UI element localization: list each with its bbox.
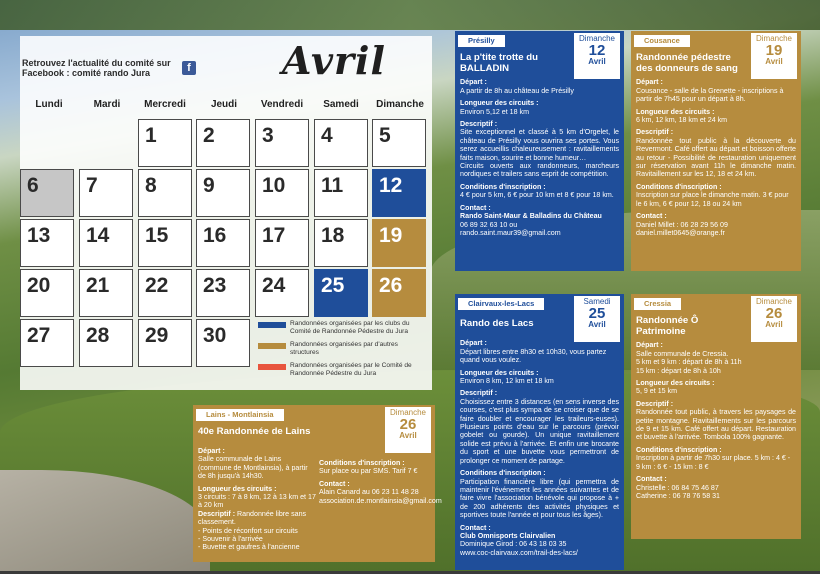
contact-phone: Alain Canard au 06 23 11 48 28 bbox=[319, 488, 419, 497]
descriptif-heading: Descriptif : bbox=[636, 128, 674, 137]
event-date bbox=[751, 33, 797, 79]
day-number: 25 bbox=[321, 274, 345, 297]
depart-text-1: Salle communale de Cressia. bbox=[636, 349, 729, 358]
contact-heading: Contact : bbox=[460, 523, 491, 532]
contact-phone-1: Christelle : 06 84 75 46 87 bbox=[636, 483, 719, 492]
descriptif-heading: Descriptif : bbox=[198, 509, 236, 518]
depart-text-3: 15 km : départ de 8h à 10h bbox=[636, 366, 721, 375]
legend-swatch-blue bbox=[258, 322, 286, 328]
weekday-jeudi: Jeudi bbox=[210, 99, 238, 110]
day-number: 14 bbox=[86, 224, 110, 247]
day-number: 10 bbox=[262, 174, 286, 197]
date-dayname: Dimanche bbox=[755, 34, 792, 43]
day-number: 15 bbox=[145, 224, 169, 247]
date-month: Avril bbox=[588, 320, 606, 330]
event-title: La p'tite trotte du BALLADIN bbox=[460, 52, 538, 75]
event-location: Présilly bbox=[458, 35, 505, 47]
day-cell bbox=[20, 319, 74, 367]
day-cell bbox=[138, 319, 192, 367]
descriptif-text: Randonnée tout public, à travers les paysages de petite montagne. Ravitaillements sur les parcours de 9 et 15 km. Café offert au départ. Restauration et buvette à l'arrivée. Tombola 100% gagnante. bbox=[636, 408, 796, 442]
depart-heading: Départ : bbox=[198, 447, 225, 455]
event-title: Randonnée pédestre des donneurs de sang bbox=[636, 52, 738, 75]
day-cell bbox=[314, 219, 368, 267]
event-date bbox=[574, 33, 620, 79]
date-month: Avril bbox=[765, 320, 783, 330]
day-number: 29 bbox=[145, 324, 169, 347]
longueur-text: 5, 9 et 15 km bbox=[636, 387, 678, 396]
day-cell bbox=[255, 119, 309, 167]
conditions-text: Participation financière libre (qui permettra de maintenir l'événement les années suivantes et de faire vivre l'association bénévole qui propose à + de 200 adhérents des activités physiques et sportives toute l'année et pour tous les âges). bbox=[460, 477, 619, 520]
weekday-samedi: Samedi bbox=[323, 99, 359, 110]
event-title: Randonnée Ô Patrimoine bbox=[636, 315, 699, 338]
day-cell-event[interactable] bbox=[372, 269, 426, 317]
event-location: Cousance bbox=[634, 35, 690, 47]
contact-heading: Contact : bbox=[636, 475, 667, 484]
day-cell bbox=[255, 219, 309, 267]
event-date bbox=[751, 296, 797, 342]
depart-heading: Départ : bbox=[636, 341, 663, 350]
day-cell bbox=[79, 319, 133, 367]
contact-heading: Contact : bbox=[460, 203, 491, 212]
weekday-lundi: Lundi bbox=[35, 99, 63, 110]
date-dayname: Dimanche bbox=[389, 408, 426, 417]
longueur-heading: Longueur des circuits : bbox=[460, 368, 539, 377]
depart-text: Cousance - salle de la Grenette - inscriptions à partir de 7h45 pour un départ à 8h. bbox=[636, 86, 784, 104]
conditions-heading: Conditions d'inscription : bbox=[636, 182, 722, 191]
day-number: 12 bbox=[379, 174, 403, 197]
legend-item bbox=[258, 362, 428, 378]
legend-item bbox=[258, 341, 428, 357]
contact-phone: Daniel Millet : 06 28 29 56 09 bbox=[636, 220, 728, 229]
day-cell bbox=[79, 269, 133, 317]
depart-text: Salle communale de Lains (commune de Montlainsia), à partir de 8h jusqu'à 14h30. bbox=[198, 455, 308, 481]
contact-org: Rando Saint-Maur & Balladins du Château bbox=[460, 212, 602, 221]
day-number: 13 bbox=[27, 224, 51, 247]
day-cell bbox=[138, 169, 192, 217]
date-month: Avril bbox=[588, 57, 606, 67]
day-cell bbox=[314, 119, 368, 167]
day-number: 20 bbox=[27, 274, 51, 297]
event-title: Rando des Lacs bbox=[460, 318, 534, 330]
day-number: 9 bbox=[203, 174, 215, 197]
contact-email[interactable]: association.de.montlainsia@gmail.com bbox=[319, 496, 442, 505]
day-number: 11 bbox=[321, 174, 344, 197]
descriptif-text: Site exceptionnel et classé à 5 km d'Orgelet, le château de Présilly vous ouvrira ses portes. Vous serez accueillis chaleureusement : ravitaillements faits maison, sourire et bonne humeur… bbox=[460, 128, 619, 162]
depart-text: A partir de 8h au château de Présilly bbox=[460, 86, 574, 95]
facebook-icon[interactable]: f bbox=[182, 61, 196, 75]
day-cell bbox=[372, 119, 426, 167]
contact-heading: Contact : bbox=[319, 479, 350, 488]
conditions-text: Inscription sur place le dimanche matin. 3 € pour le 6 km, 6 € pour 12, 18 ou 24 km bbox=[636, 191, 789, 208]
lains-left-column bbox=[198, 443, 316, 552]
weekday-vendredi: Vendredi bbox=[260, 99, 304, 110]
legend-item bbox=[258, 320, 428, 336]
depart-text: Départ libres entre 8h30 et 10h30, vous partez quand vous voulez. bbox=[460, 347, 607, 365]
bullet-1: - Points de réconfort sur circuits bbox=[198, 526, 298, 535]
date-month: Avril bbox=[399, 431, 417, 441]
descriptif-text-2: Circuits ouverts aux randonneurs, marcheurs nordiques et trailers sans esprit de compétition. bbox=[460, 162, 619, 179]
day-cell-event[interactable] bbox=[372, 219, 426, 267]
contact-heading: Contact : bbox=[636, 212, 667, 221]
longueur-text: 6 km, 12 km, 18 km et 24 km bbox=[636, 116, 728, 125]
day-number: 8 bbox=[145, 174, 157, 197]
day-cell bbox=[314, 169, 368, 217]
day-number: 19 bbox=[379, 224, 403, 247]
day-cell bbox=[79, 169, 133, 217]
event-date bbox=[574, 296, 620, 342]
day-cell bbox=[196, 169, 250, 217]
day-number: 6 bbox=[27, 174, 39, 197]
day-number: 5 bbox=[379, 124, 391, 147]
conditions-heading: Conditions d'inscription : bbox=[460, 182, 546, 191]
day-cell bbox=[196, 319, 250, 367]
date-month: Avril bbox=[765, 57, 783, 67]
contact-email[interactable]: rando.saint.maur39@gmail.com bbox=[460, 228, 561, 237]
bullet-2: - Souvenir à l'arrivée bbox=[198, 535, 263, 544]
conditions-heading: Conditions d'inscription : bbox=[319, 459, 405, 467]
longueur-text: Environ 8 km, 12 km et 18 km bbox=[460, 377, 554, 386]
conditions-text: 4 € pour 5 km, 6 € pour 10 km et 8 € pour 18 km. bbox=[460, 191, 614, 200]
day-cell bbox=[79, 219, 133, 267]
weekday-dimanche: Dimanche bbox=[376, 99, 424, 110]
day-cell-event[interactable] bbox=[314, 269, 368, 317]
month-title: Avril bbox=[282, 38, 386, 83]
event-card-clairvaux[interactable] bbox=[455, 294, 624, 570]
weekday-mercredi: Mercredi bbox=[144, 99, 186, 110]
conditions-text: Inscription à partir de 7h30 sur place. 5 km : 4 € - 9 km : 6 € - 15 km : 8 € bbox=[636, 454, 791, 471]
bullet-3: - Buvette et gaufres à l'ancienne bbox=[198, 543, 300, 552]
date-dayname: Samedi bbox=[583, 297, 611, 306]
day-number: 16 bbox=[203, 224, 227, 247]
day-cell bbox=[20, 219, 74, 267]
day-cell-event[interactable] bbox=[372, 169, 426, 217]
legend-swatch-gold bbox=[258, 343, 286, 349]
day-cell bbox=[196, 219, 250, 267]
date-daynum: 26 bbox=[399, 416, 417, 434]
day-cell bbox=[20, 269, 74, 317]
contact-org: Club Omnisports Clairvalien bbox=[460, 531, 556, 540]
conditions-heading: Conditions d'inscription : bbox=[636, 445, 722, 454]
day-number: 7 bbox=[86, 174, 98, 197]
day-cell bbox=[138, 119, 192, 167]
day-cell bbox=[196, 119, 250, 167]
date-daynum: 26 bbox=[765, 305, 783, 323]
date-daynum: 25 bbox=[588, 305, 606, 323]
legend-swatch-red bbox=[258, 364, 286, 370]
longueur-text: Environ 5,12 et 18 km bbox=[460, 107, 530, 116]
longueur-text: 3 circuits : 7 à 8 km, 12 à 13 km et 17 à 20 km bbox=[198, 493, 316, 510]
longueur-heading: Longueur des circuits : bbox=[198, 484, 277, 493]
descriptif-heading: Descriptif : bbox=[460, 120, 498, 129]
day-cell bbox=[255, 169, 309, 217]
depart-heading: Départ : bbox=[460, 78, 487, 87]
facebook-text: Retrouvez l'actualité du comité sur Facebook : comité rando Jura bbox=[22, 58, 171, 78]
descriptif-text: Randonnée libre sans classement. bbox=[198, 509, 307, 527]
legend-text: Randonnées organisées par le Comité de Randonnée Pédestre du Jura bbox=[290, 362, 412, 377]
legend-text: Randonnées organisées par les clubs du Comité de Randonnée Pédestre du Jura bbox=[290, 320, 410, 335]
date-daynum: 12 bbox=[588, 42, 606, 60]
legend bbox=[258, 320, 428, 383]
day-number: 30 bbox=[203, 324, 227, 347]
event-date bbox=[385, 407, 431, 453]
day-cell bbox=[138, 219, 192, 267]
legend-text: Randonnées organisées par d'autres structures bbox=[290, 341, 398, 356]
contact-email[interactable]: daniel.millet0645@orange.fr bbox=[636, 228, 725, 237]
day-number: 27 bbox=[27, 324, 51, 347]
date-dayname: Dimanche bbox=[578, 34, 615, 43]
descriptif-heading: Descriptif : bbox=[460, 389, 498, 398]
longueur-heading: Longueur des circuits : bbox=[636, 379, 715, 388]
descriptif-text: Choisissez entre 3 distances (en sens inverse des courses, c'est plus sympa de se croiser que de se faire doubler et encourager les traileurs-euses). Plusieurs points d'eau sur le parcours (prévoir gobelet ou gourde). Un unique ravitaillement solide est prévu à l'arrivée. Et enfin une brocante du sport et une buvette vous permettront de prolonger ce moment de partage. bbox=[460, 397, 619, 465]
day-number: 3 bbox=[262, 124, 274, 147]
longueur-heading: Longueur des circuits : bbox=[636, 107, 715, 116]
day-number: 2 bbox=[203, 124, 215, 147]
day-cell bbox=[196, 269, 250, 317]
day-cell bbox=[138, 269, 192, 317]
day-number: 1 bbox=[145, 124, 157, 147]
day-cell bbox=[255, 269, 309, 317]
event-location: Cressia bbox=[634, 298, 681, 310]
weekday-mardi: Mardi bbox=[93, 99, 121, 110]
day-number: 18 bbox=[321, 224, 345, 247]
descriptif-heading: Descriptif : bbox=[636, 399, 674, 408]
contact-phone: 06 89 32 63 10 ou bbox=[460, 220, 518, 229]
contact-phone-2: Catherine : 06 78 76 58 31 bbox=[636, 491, 721, 500]
descriptif-text: Randonnée tout public à la découverte du Revermont. Café offert au départ et boisson offerte au retour - Possibilité de restauration uniquement sur réservation avant 11h le dimanche matin. Ravitaillement sur les 12, 18 et 24 km. bbox=[636, 136, 796, 179]
event-card-presilly[interactable] bbox=[455, 31, 624, 271]
depart-heading: Départ : bbox=[460, 339, 487, 348]
date-dayname: Dimanche bbox=[755, 297, 792, 306]
conditions-text: Sur place ou par SMS. Tarif 7 € bbox=[319, 467, 418, 476]
day-number: 26 bbox=[379, 274, 403, 297]
event-card-lains[interactable] bbox=[193, 405, 442, 562]
day-number: 24 bbox=[262, 274, 286, 297]
date-daynum: 19 bbox=[765, 42, 783, 60]
day-cell bbox=[20, 169, 74, 217]
day-number: 22 bbox=[145, 274, 169, 297]
day-number: 23 bbox=[203, 274, 227, 297]
event-title: 40e Randonnée de Lains bbox=[198, 426, 311, 438]
day-number: 4 bbox=[321, 124, 333, 147]
day-number: 21 bbox=[86, 274, 110, 297]
event-location: Lains - Montlainsia bbox=[196, 409, 284, 421]
background-trees bbox=[0, 0, 820, 30]
event-location: Clairvaux-les-Lacs bbox=[458, 298, 544, 310]
event-card-cressia[interactable] bbox=[631, 294, 801, 539]
lains-right-column bbox=[319, 455, 442, 505]
event-card-cousance[interactable] bbox=[631, 31, 801, 271]
depart-heading: Départ : bbox=[636, 78, 663, 87]
day-number: 28 bbox=[86, 324, 110, 347]
conditions-heading: Conditions d'inscription : bbox=[460, 469, 546, 478]
day-number: 17 bbox=[262, 224, 286, 247]
contact-phone: Dominique Girod : 06 43 18 03 35 bbox=[460, 540, 567, 549]
depart-text-2: 5 km et 9 km : départ de 8h à 11h bbox=[636, 358, 742, 367]
contact-website[interactable]: www.coc-clairvaux.com/trail-des-lacs/ bbox=[460, 548, 578, 557]
longueur-heading: Longueur des circuits : bbox=[460, 99, 539, 108]
